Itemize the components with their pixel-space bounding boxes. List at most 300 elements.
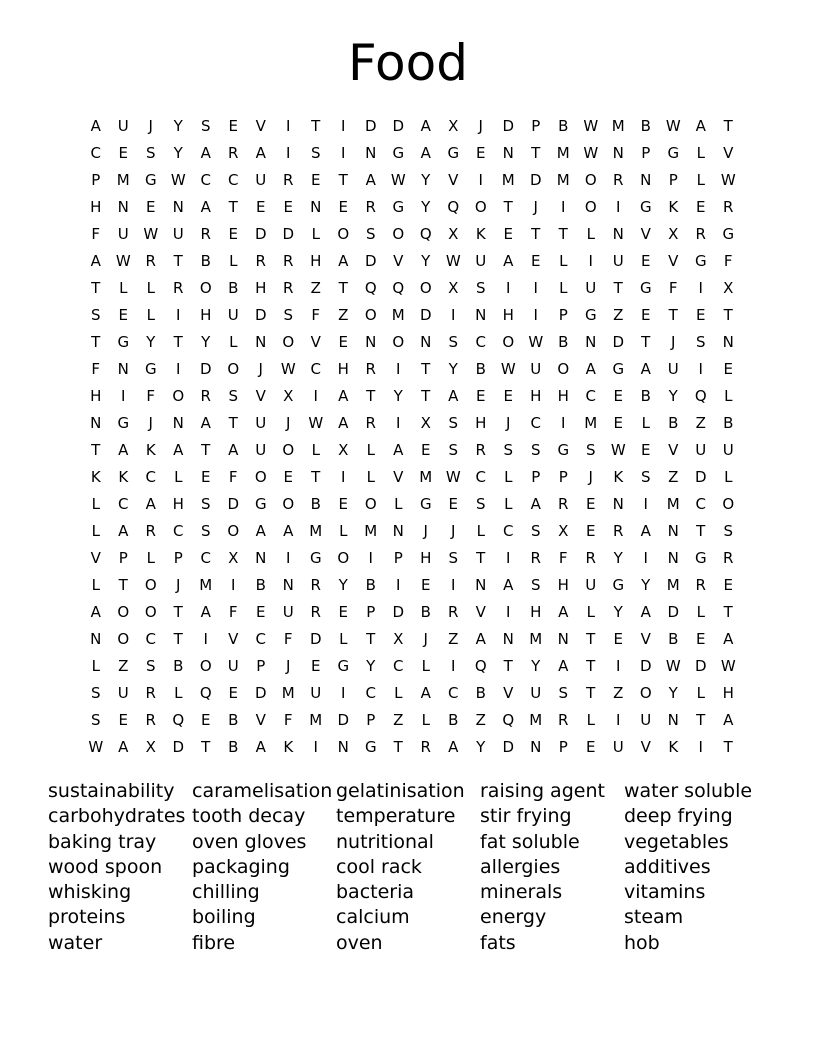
grid-letter: S (90, 711, 101, 729)
grid-letter: P (531, 468, 541, 486)
grid-letter: O (199, 279, 212, 297)
word-item: whisking (48, 881, 132, 904)
grid-letter: S (530, 576, 541, 594)
grid-letter: C (585, 387, 596, 405)
grid-letter: M (529, 711, 543, 729)
grid-letter: S (145, 657, 156, 675)
word-item: carbohydrates (48, 805, 186, 828)
grid-letter: R (365, 414, 376, 432)
grid-letter: G (447, 144, 460, 162)
grid-letter: E (118, 711, 128, 729)
grid-letter: E (228, 684, 238, 702)
grid-letter: E (338, 333, 348, 351)
grid-letter: L (174, 684, 183, 702)
grid-letter: I (451, 657, 456, 675)
grid-letter: V (640, 738, 651, 756)
grid-letter: H (337, 360, 349, 378)
grid-letter: R (558, 495, 569, 513)
grid-letter: P (641, 144, 651, 162)
grid-letter: O (199, 657, 212, 675)
grid-letter: Y (146, 333, 156, 351)
grid-letter: C (310, 360, 321, 378)
word-item: chilling (192, 881, 260, 904)
grid-letter: O (337, 549, 350, 567)
word-column (624, 779, 768, 956)
grid-letter: R (283, 252, 294, 270)
grid-letter: L (696, 171, 705, 189)
grid-letter: M (666, 495, 680, 513)
grid-letter: R (613, 171, 624, 189)
grid-letter: L (586, 711, 595, 729)
grid-letter: X (723, 279, 734, 297)
grid-letter: T (723, 306, 733, 324)
grid-letter: Y (421, 252, 431, 270)
grid-letter: Y (613, 549, 623, 567)
grid-letter: P (393, 549, 403, 567)
grid-letter: J (451, 522, 456, 540)
grid-letter: T (723, 738, 733, 756)
grid-letter: U (695, 441, 707, 459)
grid-letter: S (558, 684, 569, 702)
grid-letter: Y (173, 117, 183, 135)
word-item: temperature (336, 805, 456, 828)
grid-letter: A (365, 171, 376, 189)
grid-letter: T (668, 306, 678, 324)
grid-letter: T (338, 171, 348, 189)
grid-letter: G (117, 414, 130, 432)
grid-letter: R (145, 684, 156, 702)
grid-letter: M (666, 576, 680, 594)
grid-letter: S (310, 144, 321, 162)
grid-letter: W (170, 171, 186, 189)
grid-letter: R (283, 171, 294, 189)
grid-letter: E (118, 306, 128, 324)
grid-letter: M (529, 630, 543, 648)
grid-letter: I (176, 360, 181, 378)
grid-letter: O (172, 387, 185, 405)
grid-letter: C (145, 468, 156, 486)
grid-letter: A (695, 117, 706, 135)
grid-letter: A (200, 198, 211, 216)
grid-letter: G (667, 144, 680, 162)
grid-letter: V (668, 441, 679, 459)
word-item: gelatinisation (336, 780, 465, 802)
grid-letter: R (475, 441, 486, 459)
grid-letter: B (228, 711, 239, 729)
grid-letter: E (338, 198, 348, 216)
word-item: bacteria (336, 881, 415, 904)
grid-letter: E (613, 414, 623, 432)
grid-letter: K (668, 738, 679, 756)
grid-letter: V (90, 549, 101, 567)
grid-letter: I (698, 360, 703, 378)
grid-letter: C (503, 522, 514, 540)
grid-letter: B (558, 333, 569, 351)
grid-letter: O (227, 360, 240, 378)
grid-letter: H (557, 387, 569, 405)
grid-letter: L (91, 576, 100, 594)
grid-letter: B (640, 387, 651, 405)
grid-letter: X (558, 522, 569, 540)
grid-letter: A (503, 576, 514, 594)
grid-letter: N (640, 171, 652, 189)
word-item: water (48, 931, 103, 954)
grid-row (82, 545, 742, 572)
grid-letter: N (667, 711, 679, 729)
grid-row (82, 626, 742, 653)
grid-letter: A (255, 738, 266, 756)
word-bank (48, 779, 788, 956)
grid-letter: M (556, 144, 570, 162)
grid-letter: X (420, 414, 431, 432)
grid-letter: L (229, 252, 238, 270)
grid-letter: Q (364, 279, 377, 297)
grid-letter: H (255, 279, 267, 297)
grid-letter: K (118, 468, 129, 486)
grid-letter: E (476, 144, 486, 162)
grid-letter: T (613, 279, 623, 297)
grid-letter: W (665, 657, 681, 675)
grid-letter: T (338, 279, 348, 297)
word-item: fat soluble (480, 830, 580, 853)
grid-letter: O (419, 279, 432, 297)
grid-letter: A (558, 603, 569, 621)
grid-letter: E (228, 117, 238, 135)
grid-row (82, 599, 742, 626)
grid-letter: Z (118, 657, 129, 675)
grid-letter: M (309, 711, 323, 729)
grid-letter: O (254, 468, 267, 486)
grid-letter: N (310, 198, 322, 216)
grid-letter: I (698, 738, 703, 756)
grid-letter: N (90, 414, 102, 432)
grid-letter: S (530, 522, 541, 540)
grid-letter: I (121, 387, 126, 405)
grid-letter: R (420, 738, 431, 756)
grid-row (82, 653, 742, 680)
grid-letter: A (255, 522, 266, 540)
grid-letter: H (200, 306, 212, 324)
grid-letter: U (282, 603, 294, 621)
grid-letter: I (368, 549, 373, 567)
grid-letter: E (201, 468, 211, 486)
grid-letter: A (145, 495, 156, 513)
grid-letter: T (173, 252, 183, 270)
grid-letter: S (145, 144, 156, 162)
grid-letter: A (448, 738, 459, 756)
grid-letter: W (528, 333, 544, 351)
grid-letter: P (173, 549, 183, 567)
grid-letter: W (610, 441, 626, 459)
grid-letter: H (475, 414, 487, 432)
word-item: energy (480, 906, 547, 929)
word-item: oven (336, 931, 383, 954)
grid-letter: N (475, 576, 487, 594)
grid-letter: D (199, 360, 212, 378)
grid-letter: F (558, 549, 568, 567)
grid-letter: R (448, 603, 459, 621)
grid-letter: E (696, 306, 706, 324)
grid-letter: E (338, 603, 348, 621)
grid-letter: Y (668, 684, 678, 702)
grid-letter: H (530, 387, 542, 405)
grid-letter: J (148, 117, 153, 135)
grid-letter: U (117, 684, 129, 702)
grid-letter: A (173, 441, 184, 459)
grid-letter: Q (172, 711, 185, 729)
grid-letter: I (533, 306, 538, 324)
grid-letter: T (641, 333, 651, 351)
grid-row (82, 518, 742, 545)
grid-letter: M (584, 414, 598, 432)
grid-letter: T (366, 630, 376, 648)
grid-letter: L (174, 468, 183, 486)
grid-letter: N (282, 576, 294, 594)
grid-letter: N (667, 549, 679, 567)
grid-letter: V (668, 252, 679, 270)
grid-letter: N (667, 522, 679, 540)
word-item: baking tray (48, 830, 157, 853)
grid-letter: B (448, 711, 459, 729)
grid-letter: N (365, 333, 377, 351)
grid-letter: S (200, 117, 211, 135)
grid-letter: Q (392, 279, 405, 297)
grid-letter: B (310, 495, 321, 513)
grid-letter: L (504, 495, 513, 513)
grid-letter: Y (668, 387, 678, 405)
grid-letter: S (585, 441, 596, 459)
grid-letter: T (586, 657, 596, 675)
grid-letter: V (393, 468, 404, 486)
grid-letter: B (640, 117, 651, 135)
grid-letter: F (283, 630, 293, 648)
grid-letter: A (118, 738, 129, 756)
grid-letter: A (118, 441, 129, 459)
grid-letter: D (337, 711, 350, 729)
grid-letter: I (286, 117, 291, 135)
grid-letter: B (365, 576, 376, 594)
grid-letter: I (616, 711, 621, 729)
grid-letter: I (286, 144, 291, 162)
grid-letter: L (696, 603, 705, 621)
grid-letter: B (558, 117, 569, 135)
grid-letter: U (530, 684, 542, 702)
grid-letter: D (502, 738, 515, 756)
grid-letter: C (255, 630, 266, 648)
word-item: tooth decay (192, 805, 306, 828)
grid-letter: W (445, 252, 461, 270)
grid-letter: N (502, 144, 514, 162)
grid-letter: L (559, 252, 568, 270)
grid-letter: L (421, 657, 430, 675)
grid-letter: L (91, 495, 100, 513)
grid-letter: V (640, 225, 651, 243)
grid-letter: T (723, 117, 733, 135)
grid-letter: J (286, 657, 291, 675)
grid-letter: L (146, 549, 155, 567)
grid-letter: I (451, 576, 456, 594)
grid-letter: T (531, 225, 541, 243)
grid-letter: L (504, 468, 513, 486)
grid-letter: B (668, 630, 679, 648)
grid-letter: H (722, 684, 734, 702)
grid-letter: W (665, 117, 681, 135)
grid-letter: D (254, 225, 267, 243)
grid-letter: J (286, 414, 291, 432)
grid-letter: D (364, 117, 377, 135)
grid-letter: F (91, 225, 101, 243)
grid-letter: B (475, 684, 486, 702)
grid-letter: B (200, 252, 211, 270)
grid-letter: O (392, 225, 405, 243)
grid-letter: A (420, 684, 431, 702)
grid-letter: R (200, 387, 211, 405)
grid-letter: H (90, 198, 102, 216)
grid-letter: C (530, 414, 541, 432)
grid-letter: I (643, 495, 648, 513)
grid-letter: G (694, 549, 707, 567)
word-item: deep frying (624, 805, 733, 828)
grid-letter: G (364, 738, 377, 756)
grid-letter: N (255, 333, 267, 351)
grid-letter: O (474, 198, 487, 216)
grid-letter: A (503, 252, 514, 270)
grid-letter: I (506, 279, 511, 297)
grid-letter: X (448, 225, 459, 243)
grid-letter: X (448, 279, 459, 297)
grid-letter: A (200, 414, 211, 432)
grid-letter: T (586, 630, 596, 648)
grid-letter: C (228, 171, 239, 189)
grid-letter: J (148, 414, 153, 432)
grid-letter: U (172, 225, 184, 243)
grid-letter: S (475, 279, 486, 297)
grid-letter: X (393, 630, 404, 648)
grid-letter: A (338, 387, 349, 405)
grid-letter: Y (421, 171, 431, 189)
grid-letter: G (584, 306, 597, 324)
grid-letter: R (173, 279, 184, 297)
grid-letter: D (392, 117, 405, 135)
word-item: boiling (192, 906, 256, 929)
grid-letter: V (228, 630, 239, 648)
grid-letter: I (588, 252, 593, 270)
grid-letter: Z (475, 711, 486, 729)
grid-letter: A (338, 252, 349, 270)
grid-letter: R (723, 549, 734, 567)
grid-letter: G (337, 657, 350, 675)
grid-letter: Q (447, 198, 460, 216)
grid-letter: N (612, 225, 624, 243)
grid-letter: J (506, 414, 511, 432)
grid-letter: K (475, 225, 486, 243)
word-item: hob (624, 931, 660, 954)
grid-letter: G (392, 144, 405, 162)
grid-letter: I (341, 117, 346, 135)
grid-letter: C (118, 495, 129, 513)
grid-letter: M (501, 171, 515, 189)
grid-letter: A (723, 711, 734, 729)
grid-letter: V (255, 387, 266, 405)
word-column (336, 779, 480, 956)
grid-letter: N (255, 549, 267, 567)
word-item: additives (624, 855, 711, 878)
grid-letter: N (172, 198, 184, 216)
grid-letter: B (723, 414, 734, 432)
grid-letter: T (393, 738, 403, 756)
grid-letter: I (478, 171, 483, 189)
grid-letter: A (420, 144, 431, 162)
grid-letter: J (478, 117, 483, 135)
grid-letter: R (365, 198, 376, 216)
grid-letter: T (173, 603, 183, 621)
word-item: packaging (192, 855, 290, 878)
grid-letter: T (586, 684, 596, 702)
grid-letter: O (722, 495, 735, 513)
grid-letter: S (723, 522, 734, 540)
grid-letter: R (310, 576, 321, 594)
grid-letter: I (396, 576, 401, 594)
grid-letter: S (228, 387, 239, 405)
word-item: allergies (480, 855, 561, 878)
grid-letter: T (311, 117, 321, 135)
grid-letter: G (117, 333, 130, 351)
grid-letter: J (671, 333, 676, 351)
word-item: vitamins (624, 881, 706, 904)
grid-letter: I (313, 387, 318, 405)
grid-letter: B (228, 738, 239, 756)
grid-letter: T (531, 144, 541, 162)
grid-letter: E (641, 441, 651, 459)
grid-letter: C (393, 657, 404, 675)
grid-letter: R (145, 252, 156, 270)
grid-letter: Y (448, 360, 458, 378)
grid-letter: P (91, 171, 101, 189)
grid-letter: U (227, 657, 239, 675)
grid-letter: O (144, 576, 157, 594)
grid-letter: A (200, 144, 211, 162)
grid-letter: V (448, 171, 459, 189)
grid-letter: I (561, 414, 566, 432)
grid-letter: A (640, 603, 651, 621)
grid-letter: P (558, 306, 568, 324)
grid-letter: I (451, 306, 456, 324)
word-search-grid (82, 113, 742, 761)
grid-letter: J (588, 468, 593, 486)
grid-letter: N (117, 360, 129, 378)
grid-letter: I (643, 549, 648, 567)
grid-letter: Z (448, 630, 459, 648)
grid-letter: R (695, 225, 706, 243)
grid-letter: D (227, 495, 240, 513)
grid-letter: T (311, 468, 321, 486)
grid-letter: Z (310, 279, 321, 297)
grid-letter: E (503, 387, 513, 405)
grid-row (82, 410, 742, 437)
grid-letter: F (723, 252, 733, 270)
grid-letter: P (118, 549, 128, 567)
grid-letter: C (475, 333, 486, 351)
word-item: oven gloves (192, 830, 307, 853)
grid-letter: V (723, 144, 734, 162)
grid-letter: G (694, 252, 707, 270)
grid-letter: D (502, 117, 515, 135)
word-item: sustainability (48, 780, 175, 802)
grid-letter: B (173, 657, 184, 675)
page-title: Food (348, 34, 468, 92)
grid-letter: A (448, 387, 459, 405)
grid-letter: D (392, 603, 405, 621)
